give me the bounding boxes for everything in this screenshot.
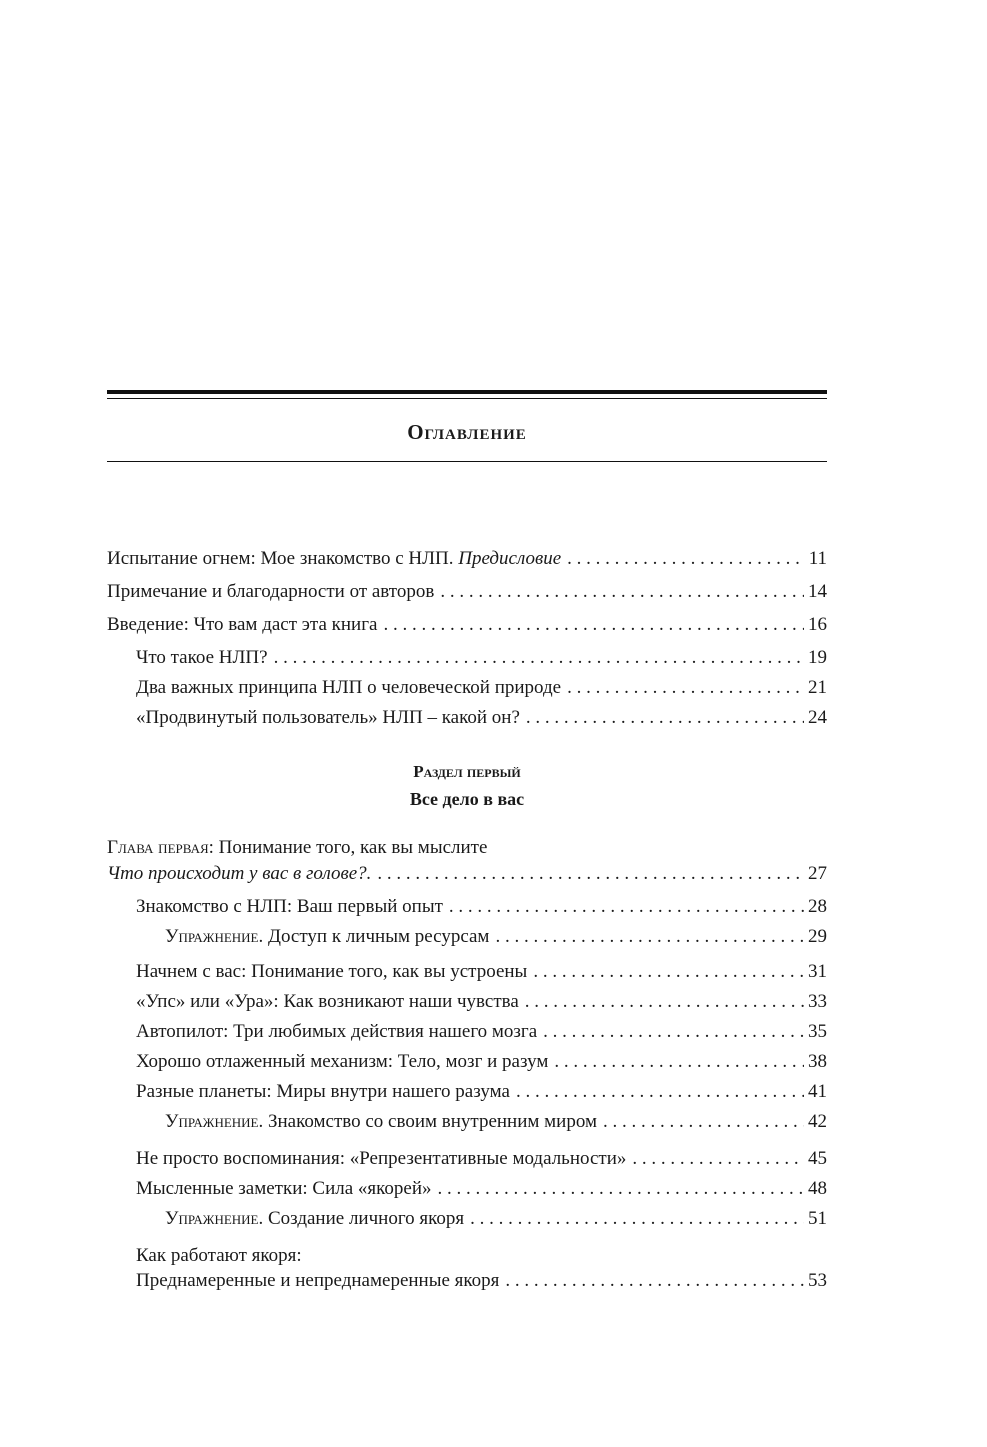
leader-dots <box>449 893 804 921</box>
page-number: 11 <box>808 548 827 569</box>
toc-exercise-entry[interactable]: Упражнение. Доступ к личным ресурсам . . . 29 <box>165 923 827 951</box>
page-number: 53 <box>808 1270 827 1291</box>
leader-dots <box>543 1018 804 1046</box>
toc-entry[interactable]: Разные планеты: Миры внутри нашего разума . . . 41 <box>136 1078 827 1106</box>
leader-dots <box>505 1267 804 1295</box>
top-thick-rule <box>107 390 827 394</box>
toc-entry[interactable]: Знакомство с НЛП: Ваш первый опыт . . . 28 <box>136 893 827 921</box>
page-number: 41 <box>808 1081 827 1102</box>
leader-dots <box>533 958 804 986</box>
leader-dots <box>377 860 804 888</box>
toc-page <box>107 0 827 1447</box>
toc-entry[interactable]: Испытание огнем: Мое знакомство с НЛП. Предисловие . . . 11 <box>107 545 827 573</box>
section-name: Все дело в вас <box>409 789 525 809</box>
toc-entry[interactable]: Введение: Что вам даст эта книга . . . 16 <box>107 611 827 639</box>
page-number: 45 <box>808 1148 827 1169</box>
page-number: 35 <box>808 1021 827 1042</box>
toc-exercise-entry[interactable]: Упражнение. Знакомство со своим внутренним миром . . . 42 <box>165 1108 827 1136</box>
page-number: 31 <box>808 961 827 982</box>
toc-entry[interactable]: «Упс» или «Ура»: Как возникают наши чувства . . . 33 <box>136 988 827 1016</box>
toc-entry-line1[interactable]: Как работают якоря: <box>136 1245 302 1266</box>
page-number: 28 <box>808 896 827 917</box>
toc-entry[interactable]: Два важных принципа НЛП о человеческой природе . . . 21 <box>136 674 827 702</box>
leader-dots <box>274 644 804 672</box>
leader-dots <box>554 1048 804 1076</box>
page-number: 21 <box>808 677 827 698</box>
page-number: 24 <box>808 707 827 728</box>
toc-exercise-entry[interactable]: Упражнение. Создание личного якоря . . . 51 <box>165 1205 827 1233</box>
toc-entry[interactable]: Хорошо отлаженный механизм: Тело, мозг и разум . . . 38 <box>136 1048 827 1076</box>
page-number: 51 <box>808 1208 827 1229</box>
leader-dots <box>567 545 805 573</box>
toc-entry[interactable]: Что происходит у вас в голове?. . . . 27 <box>107 860 827 888</box>
page-number: 42 <box>808 1111 827 1132</box>
page-number: 38 <box>808 1051 827 1072</box>
leader-dots <box>567 674 804 702</box>
page-number: 29 <box>808 926 827 947</box>
page-number: 19 <box>808 647 827 668</box>
page-number: 27 <box>808 863 827 884</box>
leader-dots <box>438 1175 804 1203</box>
toc-entry[interactable]: Что такое НЛП? . . . 19 <box>136 644 827 672</box>
leader-dots <box>470 1205 804 1233</box>
leader-dots <box>526 704 804 732</box>
page-number: 14 <box>808 581 827 602</box>
chapter-heading[interactable]: Глава первая: Понимание того, как вы мыслите <box>107 837 488 858</box>
leader-dots <box>440 578 804 606</box>
toc-entry[interactable]: «Продвинутый пользователь» НЛП – какой он? . . . 24 <box>136 704 827 732</box>
toc-entry[interactable]: Мысленные заметки: Сила «якорей» . . . 48 <box>136 1175 827 1203</box>
page-number: 16 <box>808 614 827 635</box>
toc-title: Оглавление <box>407 420 527 444</box>
toc-entry[interactable]: Автопилот: Три любимых действия нашего мозга . . . 35 <box>136 1018 827 1046</box>
toc-entry[interactable]: Начнем с вас: Понимание того, как вы устроены . . . 31 <box>136 958 827 986</box>
leader-dots <box>525 988 804 1016</box>
leader-dots <box>383 611 804 639</box>
page-number: 48 <box>808 1178 827 1199</box>
toc-entry[interactable]: Преднамеренные и непреднамеренные якоря . . . 53 <box>136 1267 827 1295</box>
toc-entry[interactable]: Не просто воспоминания: «Репрезентативные модальности» . . . 45 <box>136 1145 827 1173</box>
title-bottom-rule <box>107 461 827 462</box>
section-label: Раздел первый <box>413 762 521 781</box>
top-thin-rule <box>107 398 827 399</box>
leader-dots <box>516 1078 804 1106</box>
toc-entry[interactable]: Примечание и благодарности от авторов . . . 14 <box>107 578 827 606</box>
leader-dots <box>603 1108 804 1136</box>
page-number: 33 <box>808 991 827 1012</box>
leader-dots <box>632 1145 804 1173</box>
leader-dots <box>495 923 804 951</box>
